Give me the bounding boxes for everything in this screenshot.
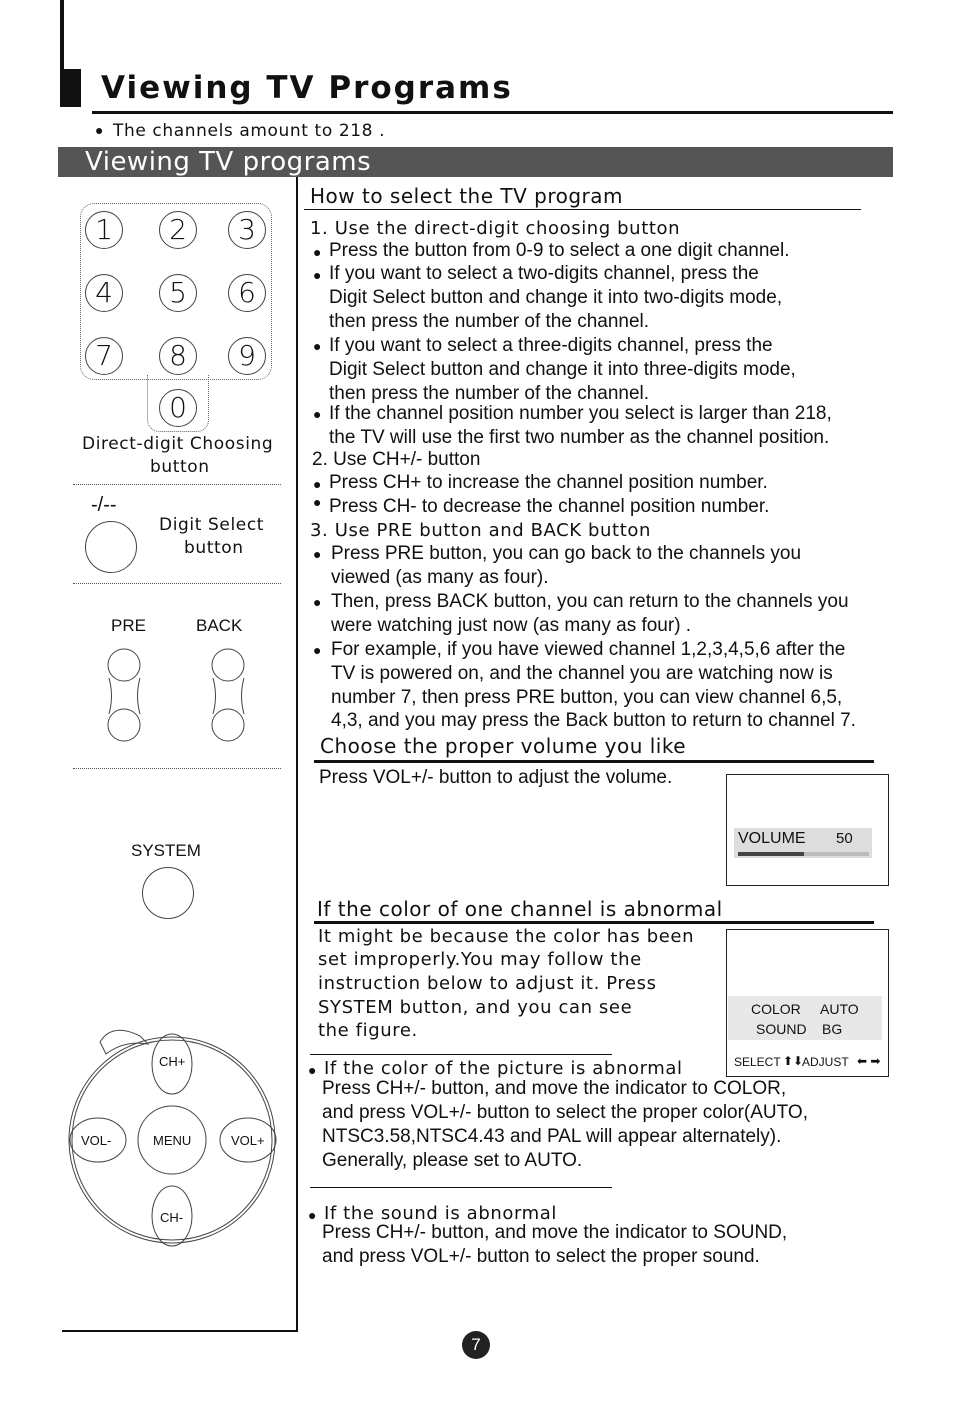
s1-line: If you want to select a two-digits channel, press the [329, 263, 759, 284]
pic-line: Generally, please set to AUTO. [322, 1150, 583, 1171]
s1-line: Press the button from 0-9 to select a one digit channel. [329, 240, 790, 261]
s1-line: then press the number of the channel. [329, 311, 650, 332]
bottom-rule [62, 1330, 298, 1332]
s3-line: 4,3, and you may press the Back button to return to channel 7. [331, 710, 856, 731]
digit-3-button[interactable]: 3 [228, 211, 266, 249]
ch-plus-button[interactable]: CH+ [159, 1054, 186, 1069]
ch-minus-button[interactable]: CH- [160, 1210, 184, 1225]
select-heading: How to select the TV program [310, 184, 624, 208]
pre-button[interactable] [104, 648, 146, 744]
bullet-icon: ● [313, 546, 322, 562]
s1-line: Digit Select button and change it into three-digits mode, [329, 359, 796, 380]
volume-heading: Choose the proper volume you like [320, 734, 687, 758]
pic-line: and press VOL+/- button to select the proper color(AUTO, [322, 1102, 808, 1123]
pic-title: If the color of the picture is abnormal [324, 1058, 683, 1079]
sound-line: Press CH+/- button, and move the indicator to SOUND, [322, 1222, 788, 1243]
page-number: 7 [462, 1331, 490, 1359]
color-heading: If the color of one channel is abnormal [317, 897, 723, 921]
sound-title: If the sound is abnormal [324, 1203, 558, 1224]
divider [73, 583, 281, 584]
s1-line: If you want to select a three-digits channel, press the [329, 335, 773, 356]
vol-minus-button[interactable]: VOL- [81, 1133, 112, 1148]
osd-color-label: COLOR [751, 1001, 801, 1017]
pic-line: Press CH+/- button, and move the indicator to COLOR, [322, 1078, 787, 1099]
section-banner-text: Viewing TV programs [85, 147, 372, 177]
color-paragraph: set improperly.You may follow the [318, 949, 642, 970]
digit-9-button[interactable]: 9 [228, 337, 266, 375]
s3-line: number 7, then press PRE button, you can view channel 6,5, [331, 687, 843, 708]
digit-select-button[interactable] [85, 521, 137, 573]
s2-line: Press CH+ to increase the channel position number. [329, 472, 768, 493]
header-block [60, 69, 81, 107]
bullet-icon: ● [308, 1062, 317, 1078]
bullet-icon: ● [313, 244, 322, 260]
page-title: Viewing TV Programs [101, 70, 513, 106]
color-paragraph: the figure. [318, 1020, 418, 1041]
s2-line: Press CH- to decrease the channel position number. [329, 496, 770, 517]
volume-heading-rule [314, 760, 874, 763]
bullet-icon: ● [313, 476, 322, 492]
s3-line: Then, press BACK button, you can return to the channels you [331, 591, 849, 612]
osd-adjust-label: ADJUST [802, 1055, 849, 1069]
bullet-icon: ● [308, 1207, 317, 1223]
channels-note: The channels amount to 218 . [113, 121, 386, 141]
title-rule [92, 111, 893, 114]
s3-title: 3. Use PRE button and BACK button [310, 520, 651, 541]
s2-title: 2. Use CH+/- button [312, 449, 481, 470]
digit-select-caption-2: button [184, 538, 244, 558]
digit-select-caption: Digit Select [159, 515, 265, 535]
divider [73, 768, 281, 769]
color-paragraph: SYSTEM button, and you can see [318, 997, 633, 1018]
column-divider [296, 177, 298, 1331]
s3-line: Press PRE button, you can go back to the channels you [331, 543, 802, 564]
color-paragraph: It might be because the color has been [318, 926, 695, 947]
pre-label: PRE [111, 616, 146, 635]
volume-slider-fill [738, 852, 804, 856]
s1-line: the TV will use the first two number as the channel position. [329, 427, 830, 448]
digit-select-symbol: -/-- [91, 494, 117, 516]
bullet-icon: ● [313, 338, 322, 354]
direct-digit-caption-2: button [150, 457, 210, 477]
sound-line: and press VOL+/- button to select the proper sound. [322, 1246, 760, 1267]
bullet-icon: ● [313, 406, 322, 422]
s1-line: If the channel position number you select is larger than 218, [329, 403, 832, 424]
volume-osd-value: 50 [836, 830, 853, 847]
digit-5-button[interactable]: 5 [159, 274, 197, 312]
volume-osd-label: VOLUME [738, 830, 806, 847]
osd-sound-label: SOUND [756, 1021, 807, 1037]
volume-text: Press VOL+/- button to adjust the volume. [319, 767, 673, 788]
digit-1-button[interactable]: 1 [85, 211, 123, 249]
bullet-icon: ● [313, 642, 322, 658]
bullet-icon: ● [313, 594, 322, 610]
back-button[interactable] [208, 648, 250, 744]
s1-line: Digit Select button and change it into two-digits mode, [329, 287, 783, 308]
menu-button[interactable]: MENU [153, 1133, 192, 1148]
digit-8-button[interactable]: 8 [159, 337, 197, 375]
digit-0-button[interactable]: 0 [159, 389, 197, 427]
digit-6-button[interactable]: 6 [228, 274, 266, 312]
digit-7-button[interactable]: 7 [85, 337, 123, 375]
s3-line: were watching just now (as many as four) . [331, 615, 692, 636]
s1-title: 1. Use the direct-digit choosing button [310, 218, 681, 239]
direct-digit-caption: Direct-digit Choosing [82, 434, 274, 454]
digit-4-button[interactable]: 4 [85, 274, 123, 312]
bullet-icon: ● [313, 267, 322, 283]
s3-line: TV is powered on, and the channel you are watching now is [331, 663, 833, 684]
s1-line: then press the number of the channel. [329, 383, 650, 404]
digit-2-button[interactable]: 2 [159, 211, 197, 249]
osd-bg-value: BG [822, 1021, 843, 1037]
bullet-icon: ● [95, 122, 104, 138]
s3-line: For example, if you have viewed channel 1,2,3,4,5,6 after the [331, 639, 846, 660]
osd-auto-value: AUTO [820, 1001, 859, 1017]
vol-plus-button[interactable]: VOL+ [231, 1133, 265, 1148]
up-down-arrow-icon: ⬆⬇ [783, 1054, 804, 1068]
divider [73, 484, 281, 485]
system-label: SYSTEM [131, 841, 201, 860]
s3-line: viewed (as many as four). [331, 567, 549, 588]
color-heading-rule [314, 921, 874, 924]
back-label: BACK [196, 616, 243, 635]
left-right-arrow-icon: ⬅ ➡ [857, 1054, 881, 1068]
system-button[interactable] [142, 867, 194, 919]
color-paragraph: instruction below to adjust it. Press [318, 973, 657, 994]
select-heading-rule [304, 209, 861, 210]
sound-rule [310, 1187, 612, 1188]
pic-line: NTSC3.58,NTSC4.43 and PAL will appear alternately). [322, 1126, 782, 1147]
osd-select-label: SELECT [734, 1055, 781, 1069]
bullet-icon: ● [313, 494, 322, 510]
pic-rule [310, 1054, 612, 1055]
